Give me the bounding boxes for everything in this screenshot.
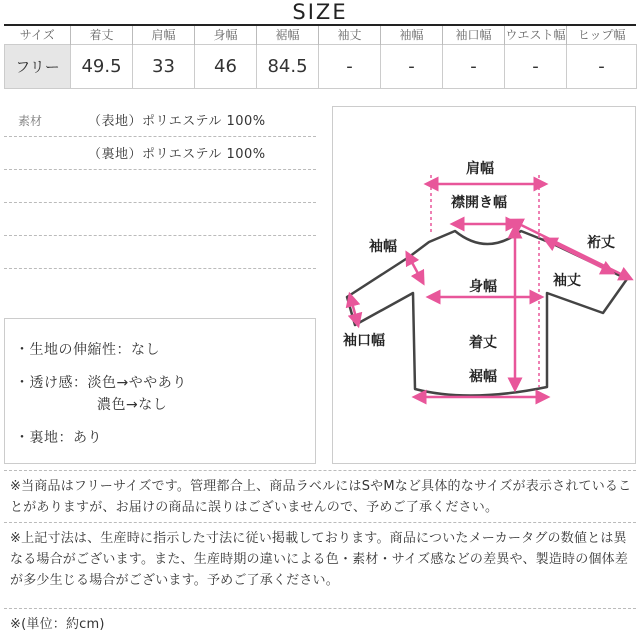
label-shoulder: 肩幅	[466, 161, 494, 177]
sheer-info: ・透け感：淡色→ややあり	[15, 375, 187, 391]
label-hem: 裾幅	[469, 369, 497, 385]
label-cuff: 袖口幅	[343, 333, 385, 349]
note-free-size: ※当商品はフリーサイズです。管理都合上、商品ラベルにはSやMなど具体的なサイズが表示されていることがありますが、お届けの商品に誤りはございませんので、予めご了承ください。	[10, 479, 632, 515]
cell-shoulder: 33	[133, 44, 195, 88]
size-title: SIZE	[292, 0, 348, 24]
material-row-empty	[4, 236, 316, 269]
header-waist: ウエスト幅	[505, 26, 567, 44]
cell-length: 49.5	[71, 44, 133, 88]
material-row-empty	[4, 170, 316, 203]
label-body-width: 身幅	[469, 279, 497, 295]
sleeve-width-line	[409, 257, 421, 279]
material-outer: （表地）ポリエステル 100%	[88, 114, 266, 129]
fabric-properties	[4, 318, 316, 464]
divider	[4, 608, 636, 609]
header-size: サイズ	[5, 26, 71, 44]
material-label: 素材	[18, 114, 43, 128]
header-hip: ヒップ幅	[567, 26, 637, 44]
header-shoulder: 肩幅	[133, 26, 195, 44]
header-hem: 裾幅	[257, 26, 319, 44]
header-body-width: 身幅	[195, 26, 257, 44]
table-row	[5, 44, 637, 88]
label-neck: 襟開き幅	[451, 195, 507, 211]
note-unit: ※(単位：約cm)	[10, 617, 105, 632]
cell-cuff: -	[443, 44, 505, 88]
label-sleeve-length: 袖丈	[553, 273, 581, 289]
label-length: 着丈	[469, 335, 497, 351]
label-sleeve-width: 袖幅	[369, 239, 397, 255]
note-measurements: ※上記寸法は、生産時に指示した寸法に従い掲載しております。商品についたメーカータグの数値とは異なる場合がございます。また、生産時期の違いによる色・素材・サイズ感などの差異や、製造時の個体差が多少生じる場合がございます。予めご了承ください。	[10, 531, 629, 588]
header-length: 着丈	[71, 26, 133, 44]
cell-hem: 84.5	[257, 44, 319, 88]
size-table-header	[5, 26, 637, 44]
cell-size: フリー	[5, 44, 71, 88]
garment-diagram-svg	[333, 107, 637, 465]
material-row-empty	[4, 203, 316, 236]
header-sleeve-width: 袖幅	[381, 26, 443, 44]
garment-diagram	[332, 106, 636, 464]
cell-sleeve-length: -	[319, 44, 381, 88]
sheer-dark-info: 濃色→なし	[97, 397, 168, 413]
header-cuff: 袖口幅	[443, 26, 505, 44]
materials-list	[4, 104, 316, 269]
header-sleeve-length: 袖丈	[319, 26, 381, 44]
material-row-inner	[4, 137, 316, 170]
size-table	[4, 26, 637, 89]
cell-waist: -	[505, 44, 567, 88]
divider	[4, 522, 636, 523]
stretch-info: ・生地の伸縮性：なし	[15, 342, 160, 358]
cell-hip: -	[567, 44, 637, 88]
material-inner: （裏地）ポリエステル 100%	[88, 147, 266, 162]
divider	[4, 470, 636, 471]
lining-info: ・裏地：あり	[15, 430, 102, 446]
cell-body-width: 46	[195, 44, 257, 88]
cell-sleeve-width: -	[381, 44, 443, 88]
label-yuki: 裄丈	[587, 235, 615, 251]
material-row-outer	[4, 104, 316, 137]
